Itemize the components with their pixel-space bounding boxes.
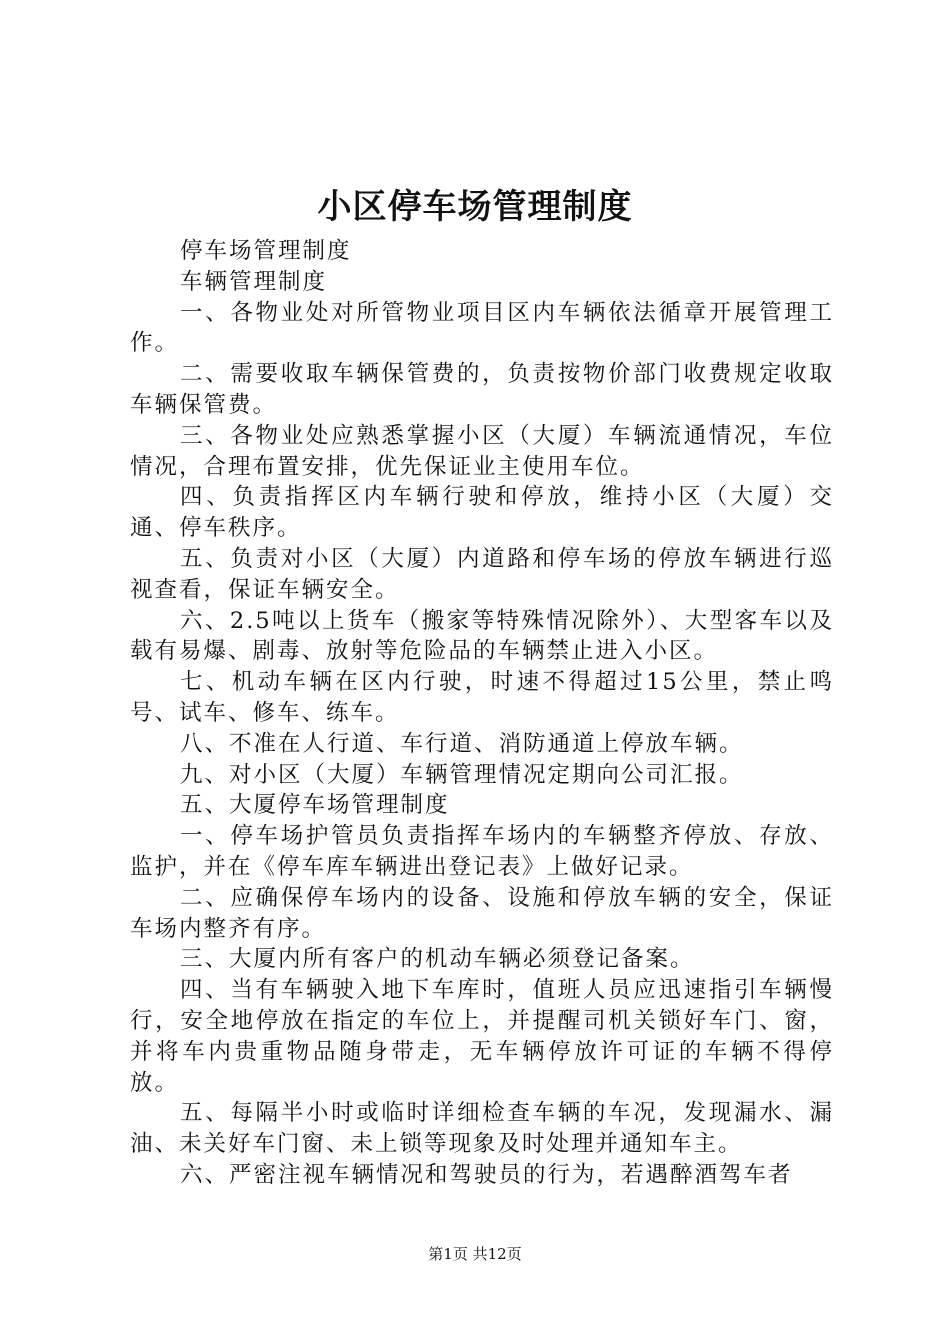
paragraph: 七、机动车辆在区内行驶，时速不得超过15公里，禁止鸣号、试车、修车、练车。 <box>130 669 834 726</box>
paragraph: 八、不准在人行道、车行道、消防通道上停放车辆。 <box>180 730 744 757</box>
paragraph: 车辆管理制度 <box>180 268 328 295</box>
paragraph: 二、应确保停车场内的设备、设施和停放车辆的安全，保证车场内整齐有序。 <box>130 884 834 942</box>
paragraph: 四、当有车辆驶入地下车库时，值班人员应迅速指引车辆慢行，安全地停放在指定的车位上，并提醒司机关锁好车门、窗，并将车内贵重物品随身带走，无车辆停放许可证的车辆不得停放。 <box>130 977 834 1096</box>
paragraph: 五、每隔半小时或临时详细检查车辆的车况，发现漏水、漏油、未关好车门窗、未上锁等现象及时处理并通知车主。 <box>130 1100 834 1158</box>
paragraph: 一、停车场护管员负责指挥车场内的车辆整齐停放、存放、监护，并在《停车库车辆进出登记表》上做好记录。 <box>130 823 834 880</box>
paragraph: 三、大厦内所有客户的机动车辆必须登记备案。 <box>180 946 695 973</box>
document-title: 小区停车场管理制度 <box>317 187 633 227</box>
paragraph: 二、需要收取车辆保管费的，负责按物价部门收费规定收取车辆保管费。 <box>130 361 834 418</box>
page-footer: 第1页 共12页 <box>428 1245 522 1263</box>
paragraph: 一、各物业处对所管物业项目区内车辆依法循章开展管理工作。 <box>130 299 834 357</box>
paragraph: 停车场管理制度 <box>180 238 352 264</box>
paragraph: 三、各物业处应熟悉掌握小区（大厦）车辆流通情况，车位情况，合理布置安排，优先保证业主使用车位。 <box>130 422 834 480</box>
paragraph: 五、大厦停车场管理制度 <box>180 792 450 819</box>
document-body <box>130 236 834 1191</box>
paragraph: 六、2.5吨以上货车（搬家等特殊情况除外）、大型客车以及载有易爆、剧毒、放射等危险品的车辆禁止进入小区。 <box>130 607 834 665</box>
paragraph: 六、严密注视车辆情况和驾驶员的行为，若遇醉酒驾车者 <box>180 1161 793 1188</box>
paragraph: 五、负责对小区（大厦）内道路和停车场的停放车辆进行巡视查看，保证车辆安全。 <box>130 545 834 603</box>
paragraph: 九、对小区（大厦）车辆管理情况定期向公司汇报。 <box>180 761 744 788</box>
paragraph: 四、负责指挥区内车辆行驶和停放，维持小区（大厦）交通、停车秩序。 <box>130 484 834 542</box>
